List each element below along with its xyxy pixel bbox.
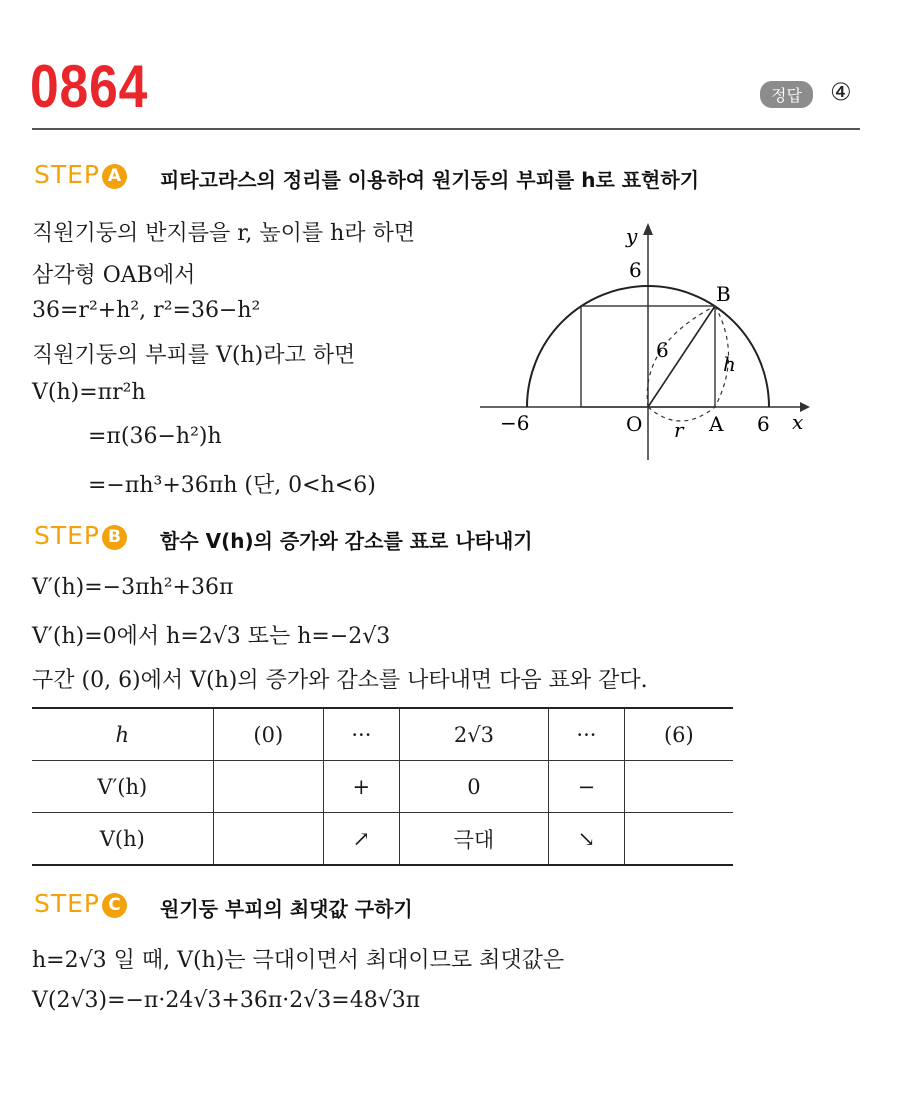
origin-label: O [626, 412, 643, 436]
header-divider [32, 128, 860, 130]
step-a-line-6: =π(36−h²)h [88, 424, 222, 449]
y-axis-label: y [626, 224, 638, 248]
step-b-heading [34, 521, 127, 550]
step-b-title: 함수 V(h)의 증가와 감소를 표로 나타내기 [160, 529, 533, 553]
step-a-line-5: V(h)=πr²h [32, 380, 146, 405]
point-B-label: B [716, 282, 731, 306]
table-cell: + [324, 761, 400, 813]
table-cell: 2√3 [399, 708, 548, 761]
table-cell [624, 761, 733, 813]
point-A-label: A [709, 412, 724, 436]
step-a-label: STEP [34, 160, 101, 189]
step-a-line-3: 36=r²+h², r²=36−h² [32, 298, 261, 323]
table-cell: − [549, 761, 625, 813]
table-cell: (6) [624, 708, 733, 761]
table-cell [213, 813, 324, 866]
step-b-line-2: V′(h)=0에서 h=2√3 또는 h=−2√3 [32, 624, 391, 649]
step-a-heading [34, 160, 127, 189]
table-row [32, 708, 733, 761]
table-row [32, 813, 733, 866]
table-row [32, 761, 733, 813]
step-b-line-3: 구간 (0, 6)에서 V(h)의 증가와 감소를 나타내면 다음 표와 같다. [32, 668, 648, 693]
height-label: h [723, 352, 736, 376]
answer-badge: 정답 [760, 81, 813, 108]
step-a-line-1: 직원기둥의 반지름을 r, 높이를 h라 하면 [32, 221, 416, 246]
variation-table [32, 707, 733, 866]
step-b-line-1: V′(h)=−3πh²+36π [32, 575, 234, 600]
step-a-line-4: 직원기둥의 부피를 V(h)라고 하면 [32, 343, 356, 368]
answer-value: ④ [830, 78, 852, 106]
table-cell [213, 761, 324, 813]
semicircle-figure [480, 215, 820, 465]
table-cell: 0 [399, 761, 548, 813]
step-a-line-2: 삼각형 OAB에서 [32, 263, 196, 288]
step-c-letter-icon: C [102, 893, 127, 918]
step-a-title: 피타고라스의 정리를 이용하여 원기둥의 부피를 h로 표현하기 [160, 168, 700, 192]
table-cell: (0) [213, 708, 324, 761]
step-b-letter-icon: B [102, 525, 127, 550]
step-c-title: 원기둥 부피의 최댓값 구하기 [160, 897, 413, 921]
step-a-letter-icon: A [102, 164, 127, 189]
table-cell: ↗ [324, 813, 400, 866]
table-cell: 극대 [399, 813, 548, 866]
table-cell: V(h) [32, 813, 213, 866]
x-axis-label: x [792, 410, 804, 434]
y-top-label: 6 [629, 258, 642, 282]
table-cell: ··· [549, 708, 625, 761]
step-a-line-7: =−πh³+36πh (단, 0<h<6) [88, 473, 376, 498]
table-cell: ··· [324, 708, 400, 761]
x6-label: 6 [757, 412, 770, 436]
table-cell: V′(h) [32, 761, 213, 813]
step-b-label: STEP [34, 521, 101, 550]
table-cell: ↘ [549, 813, 625, 866]
step-c-heading [34, 889, 127, 918]
radius-label: r [674, 418, 684, 442]
problem-number: 0864 [30, 53, 149, 120]
step-c-line-1: h=2√3 일 때, V(h)는 극대이면서 최대이므로 최댓값은 [32, 948, 565, 973]
table-cell [624, 813, 733, 866]
step-c-label: STEP [34, 889, 101, 918]
hypotenuse-label: 6 [656, 338, 669, 362]
step-c-line-2: V(2√3)=−π·24√3+36π·2√3=48√3π [32, 988, 421, 1013]
neg6-label: −6 [500, 411, 530, 435]
table-cell: h [32, 708, 213, 761]
y-axis-arrow-icon [643, 223, 653, 235]
